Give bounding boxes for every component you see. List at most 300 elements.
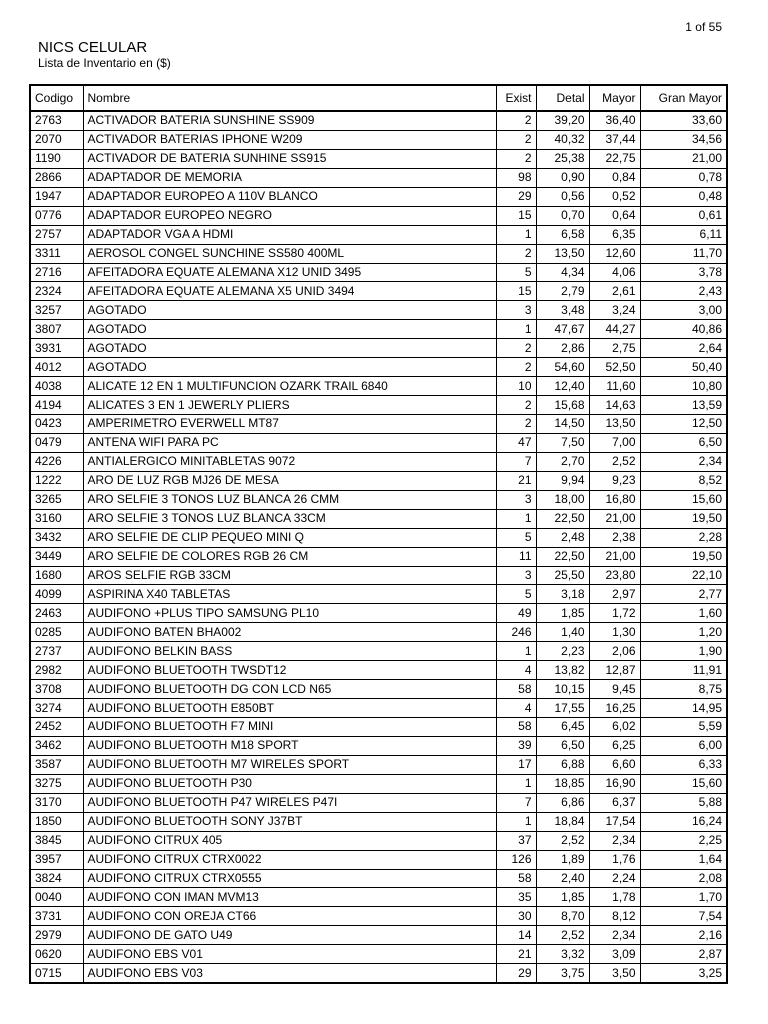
- cell-mayor: 2,34: [589, 831, 640, 850]
- cell-gran-mayor: 19,50: [640, 509, 727, 528]
- table-row: [30, 812, 727, 831]
- cell-nombre: AUDIFONO BLUETOOTH P47 WIRELES P47I: [83, 793, 496, 812]
- cell-gran-mayor: 3,25: [640, 964, 727, 983]
- cell-mayor: 23,80: [589, 566, 640, 585]
- cell-codigo: 2763: [30, 111, 83, 130]
- cell-nombre: ACTIVADOR BATERIAS IPHONE W209: [83, 130, 496, 149]
- cell-gran-mayor: 6,50: [640, 433, 727, 452]
- cell-exist: 2: [496, 396, 536, 415]
- cell-codigo: 2979: [30, 926, 83, 945]
- cell-gran-mayor: 2,77: [640, 585, 727, 604]
- cell-nombre: AUDIFONO BELKIN BASS: [83, 642, 496, 661]
- cell-codigo: 3274: [30, 699, 83, 718]
- cell-gran-mayor: 33,60: [640, 111, 727, 130]
- cell-codigo: 4038: [30, 377, 83, 396]
- cell-exist: 15: [496, 282, 536, 301]
- table-row: [30, 168, 727, 187]
- cell-exist: 246: [496, 623, 536, 642]
- cell-exist: 1: [496, 225, 536, 244]
- cell-detal: 2,52: [536, 831, 589, 850]
- cell-gran-mayor: 11,70: [640, 244, 727, 263]
- cell-nombre: AUDIFONO BLUETOOTH SONY J37BT: [83, 812, 496, 831]
- table-row: [30, 187, 727, 206]
- cell-detal: 9,94: [536, 471, 589, 490]
- cell-codigo: 3275: [30, 774, 83, 793]
- cell-nombre: ACTIVADOR DE BATERIA SUNHINE SS915: [83, 149, 496, 168]
- cell-detal: 3,32: [536, 945, 589, 964]
- table-row: [30, 433, 727, 452]
- cell-codigo: 3449: [30, 547, 83, 566]
- cell-nombre: ANTIALERGICO MINITABLETAS 9072: [83, 452, 496, 471]
- column-header-exist: Exist: [496, 85, 536, 111]
- cell-exist: 39: [496, 736, 536, 755]
- cell-mayor: 21,00: [589, 509, 640, 528]
- cell-nombre: ARO SELFIE 3 TONOS LUZ BLANCA 26 CMM: [83, 490, 496, 509]
- cell-detal: 10,15: [536, 680, 589, 699]
- table-row: [30, 471, 727, 490]
- cell-mayor: 22,75: [589, 149, 640, 168]
- cell-detal: 47,67: [536, 320, 589, 339]
- cell-gran-mayor: 2,34: [640, 452, 727, 471]
- cell-gran-mayor: 5,88: [640, 793, 727, 812]
- cell-exist: 5: [496, 263, 536, 282]
- cell-mayor: 9,23: [589, 471, 640, 490]
- table-header-row: [30, 85, 727, 111]
- cell-detal: 2,23: [536, 642, 589, 661]
- table-row: [30, 831, 727, 850]
- cell-detal: 0,56: [536, 187, 589, 206]
- cell-codigo: 0285: [30, 623, 83, 642]
- cell-mayor: 2,97: [589, 585, 640, 604]
- table-row: [30, 907, 727, 926]
- cell-detal: 4,34: [536, 263, 589, 282]
- cell-detal: 1,40: [536, 623, 589, 642]
- cell-codigo: 1850: [30, 812, 83, 831]
- cell-gran-mayor: 50,40: [640, 358, 727, 377]
- cell-gran-mayor: 3,78: [640, 263, 727, 282]
- cell-exist: 1: [496, 774, 536, 793]
- cell-mayor: 8,12: [589, 907, 640, 926]
- cell-codigo: 4099: [30, 585, 83, 604]
- cell-gran-mayor: 0,48: [640, 187, 727, 206]
- cell-exist: 2: [496, 415, 536, 434]
- cell-mayor: 0,52: [589, 187, 640, 206]
- cell-nombre: AUDIFONO DE GATO U49: [83, 926, 496, 945]
- cell-gran-mayor: 10,80: [640, 377, 727, 396]
- inventory-table: [29, 84, 728, 984]
- cell-detal: 18,00: [536, 490, 589, 509]
- cell-codigo: 2324: [30, 282, 83, 301]
- cell-nombre: AUDIFONO +PLUS TIPO SAMSUNG PL10: [83, 604, 496, 623]
- table-row: [30, 263, 727, 282]
- cell-exist: 10: [496, 377, 536, 396]
- cell-nombre: AEROSOL CONGEL SUNCHINE SS580 400ML: [83, 244, 496, 263]
- cell-gran-mayor: 2,16: [640, 926, 727, 945]
- cell-gran-mayor: 2,87: [640, 945, 727, 964]
- cell-detal: 6,45: [536, 718, 589, 737]
- cell-nombre: AMPERIMETRO EVERWELL MT87: [83, 415, 496, 434]
- cell-exist: 2: [496, 130, 536, 149]
- cell-nombre: AUDIFONO BLUETOOTH M7 WIRELES SPORT: [83, 755, 496, 774]
- cell-codigo: 2982: [30, 661, 83, 680]
- cell-nombre: AUDIFONO CITRUX CTRX0022: [83, 850, 496, 869]
- cell-detal: 22,50: [536, 547, 589, 566]
- cell-codigo: 4012: [30, 358, 83, 377]
- cell-exist: 29: [496, 187, 536, 206]
- cell-nombre: ACTIVADOR BATERIA SUNSHINE SS909: [83, 111, 496, 130]
- table-row: [30, 604, 727, 623]
- cell-codigo: 0715: [30, 964, 83, 983]
- cell-mayor: 3,09: [589, 945, 640, 964]
- cell-detal: 2,79: [536, 282, 589, 301]
- cell-mayor: 3,50: [589, 964, 640, 983]
- company-title: NICS CELULAR: [38, 39, 148, 56]
- cell-gran-mayor: 1,90: [640, 642, 727, 661]
- cell-exist: 7: [496, 793, 536, 812]
- cell-gran-mayor: 15,60: [640, 490, 727, 509]
- cell-detal: 2,40: [536, 869, 589, 888]
- cell-nombre: AUDIFONO EBS V03: [83, 964, 496, 983]
- cell-detal: 1,89: [536, 850, 589, 869]
- table-row: [30, 111, 727, 130]
- cell-exist: 1: [496, 812, 536, 831]
- cell-exist: 5: [496, 585, 536, 604]
- cell-exist: 4: [496, 699, 536, 718]
- cell-exist: 1: [496, 509, 536, 528]
- cell-codigo: 3824: [30, 869, 83, 888]
- cell-nombre: ASPIRINA X40 TABLETAS: [83, 585, 496, 604]
- cell-exist: 35: [496, 888, 536, 907]
- cell-codigo: 0423: [30, 415, 83, 434]
- cell-detal: 13,50: [536, 244, 589, 263]
- cell-gran-mayor: 2,25: [640, 831, 727, 850]
- cell-codigo: 3311: [30, 244, 83, 263]
- cell-gran-mayor: 2,08: [640, 869, 727, 888]
- cell-codigo: 3257: [30, 301, 83, 320]
- cell-codigo: 1947: [30, 187, 83, 206]
- cell-detal: 3,18: [536, 585, 589, 604]
- cell-detal: 12,40: [536, 377, 589, 396]
- cell-gran-mayor: 2,43: [640, 282, 727, 301]
- cell-nombre: AGOTADO: [83, 301, 496, 320]
- cell-codigo: 2452: [30, 718, 83, 737]
- cell-gran-mayor: 40,86: [640, 320, 727, 339]
- cell-detal: 18,85: [536, 774, 589, 793]
- table-row: [30, 320, 727, 339]
- cell-exist: 30: [496, 907, 536, 926]
- cell-codigo: 3957: [30, 850, 83, 869]
- cell-nombre: AUDIFONO CON IMAN MVM13: [83, 888, 496, 907]
- cell-exist: 5: [496, 528, 536, 547]
- cell-detal: 17,55: [536, 699, 589, 718]
- cell-detal: 6,50: [536, 736, 589, 755]
- inventory-table-body: [30, 111, 727, 983]
- cell-exist: 4: [496, 661, 536, 680]
- column-header-gran-mayor: Gran Mayor: [640, 85, 727, 111]
- table-row: [30, 206, 727, 225]
- cell-mayor: 2,34: [589, 926, 640, 945]
- table-row: [30, 377, 727, 396]
- cell-exist: 1: [496, 320, 536, 339]
- cell-mayor: 2,52: [589, 452, 640, 471]
- cell-gran-mayor: 7,54: [640, 907, 727, 926]
- cell-codigo: 0776: [30, 206, 83, 225]
- cell-nombre: AGOTADO: [83, 358, 496, 377]
- cell-mayor: 12,60: [589, 244, 640, 263]
- cell-detal: 54,60: [536, 358, 589, 377]
- cell-detal: 0,90: [536, 168, 589, 187]
- table-row: [30, 396, 727, 415]
- table-row: [30, 585, 727, 604]
- cell-nombre: ADAPTADOR EUROPEO NEGRO: [83, 206, 496, 225]
- cell-detal: 0,70: [536, 206, 589, 225]
- cell-gran-mayor: 5,59: [640, 718, 727, 737]
- cell-detal: 14,50: [536, 415, 589, 434]
- cell-gran-mayor: 15,60: [640, 774, 727, 793]
- cell-exist: 47: [496, 433, 536, 452]
- cell-exist: 1: [496, 642, 536, 661]
- cell-gran-mayor: 11,91: [640, 661, 727, 680]
- cell-mayor: 6,25: [589, 736, 640, 755]
- cell-nombre: AUDIFONO CITRUX CTRX0555: [83, 869, 496, 888]
- cell-detal: 22,50: [536, 509, 589, 528]
- cell-exist: 49: [496, 604, 536, 623]
- cell-detal: 40,32: [536, 130, 589, 149]
- cell-mayor: 9,45: [589, 680, 640, 699]
- cell-mayor: 0,84: [589, 168, 640, 187]
- cell-mayor: 12,87: [589, 661, 640, 680]
- cell-gran-mayor: 0,78: [640, 168, 727, 187]
- cell-mayor: 6,02: [589, 718, 640, 737]
- cell-codigo: 0620: [30, 945, 83, 964]
- cell-exist: 58: [496, 869, 536, 888]
- table-row: [30, 774, 727, 793]
- cell-mayor: 4,06: [589, 263, 640, 282]
- cell-gran-mayor: 3,00: [640, 301, 727, 320]
- cell-nombre: AUDIFONO BLUETOOTH DG CON LCD N65: [83, 680, 496, 699]
- cell-codigo: 3845: [30, 831, 83, 850]
- table-row: [30, 661, 727, 680]
- cell-gran-mayor: 13,59: [640, 396, 727, 415]
- cell-detal: 8,70: [536, 907, 589, 926]
- cell-codigo: 3731: [30, 907, 83, 926]
- report-subtitle: Lista de Inventario en ($): [38, 56, 171, 70]
- cell-mayor: 2,06: [589, 642, 640, 661]
- cell-codigo: 4194: [30, 396, 83, 415]
- cell-codigo: 2757: [30, 225, 83, 244]
- cell-nombre: AUDIFONO BATEN BHA002: [83, 623, 496, 642]
- cell-codigo: 2737: [30, 642, 83, 661]
- cell-mayor: 1,76: [589, 850, 640, 869]
- cell-mayor: 0,64: [589, 206, 640, 225]
- cell-codigo: 3708: [30, 680, 83, 699]
- cell-exist: 126: [496, 850, 536, 869]
- cell-exist: 2: [496, 244, 536, 263]
- cell-exist: 98: [496, 168, 536, 187]
- cell-exist: 2: [496, 149, 536, 168]
- cell-gran-mayor: 1,70: [640, 888, 727, 907]
- cell-nombre: AUDIFONO CITRUX 405: [83, 831, 496, 850]
- cell-mayor: 6,35: [589, 225, 640, 244]
- cell-nombre: AROS SELFIE RGB 33CM: [83, 566, 496, 585]
- cell-gran-mayor: 19,50: [640, 547, 727, 566]
- cell-codigo: 2866: [30, 168, 83, 187]
- cell-codigo: 2070: [30, 130, 83, 149]
- table-row: [30, 225, 727, 244]
- cell-mayor: 2,75: [589, 339, 640, 358]
- cell-exist: 7: [496, 452, 536, 471]
- table-row: [30, 358, 727, 377]
- cell-codigo: 1190: [30, 149, 83, 168]
- cell-detal: 3,48: [536, 301, 589, 320]
- cell-detal: 2,70: [536, 452, 589, 471]
- cell-mayor: 11,60: [589, 377, 640, 396]
- table-row: [30, 623, 727, 642]
- cell-gran-mayor: 6,11: [640, 225, 727, 244]
- cell-mayor: 37,44: [589, 130, 640, 149]
- table-row: [30, 888, 727, 907]
- cell-codigo: 2716: [30, 263, 83, 282]
- cell-codigo: 1222: [30, 471, 83, 490]
- cell-mayor: 16,90: [589, 774, 640, 793]
- cell-exist: 2: [496, 339, 536, 358]
- cell-gran-mayor: 16,24: [640, 812, 727, 831]
- table-row: [30, 736, 727, 755]
- cell-nombre: AUDIFONO BLUETOOTH F7 MINI: [83, 718, 496, 737]
- cell-mayor: 2,24: [589, 869, 640, 888]
- table-row: [30, 452, 727, 471]
- cell-mayor: 6,37: [589, 793, 640, 812]
- cell-gran-mayor: 8,75: [640, 680, 727, 699]
- cell-gran-mayor: 1,60: [640, 604, 727, 623]
- cell-mayor: 36,40: [589, 111, 640, 130]
- cell-gran-mayor: 0,61: [640, 206, 727, 225]
- cell-exist: 21: [496, 471, 536, 490]
- table-row: [30, 964, 727, 983]
- cell-detal: 6,88: [536, 755, 589, 774]
- cell-nombre: AUDIFONO BLUETOOTH P30: [83, 774, 496, 793]
- cell-detal: 6,86: [536, 793, 589, 812]
- cell-exist: 17: [496, 755, 536, 774]
- table-row: [30, 282, 727, 301]
- table-row: [30, 339, 727, 358]
- cell-exist: 3: [496, 301, 536, 320]
- cell-exist: 58: [496, 718, 536, 737]
- cell-codigo: 3462: [30, 736, 83, 755]
- cell-nombre: ALICATE 12 EN 1 MULTIFUNCION OZARK TRAIL 6840: [83, 377, 496, 396]
- cell-mayor: 3,24: [589, 301, 640, 320]
- cell-detal: 25,38: [536, 149, 589, 168]
- column-header-codigo: Codigo: [30, 85, 83, 111]
- page-indicator: 1 of 55: [685, 20, 722, 34]
- table-row: [30, 244, 727, 263]
- cell-mayor: 1,72: [589, 604, 640, 623]
- cell-gran-mayor: 12,50: [640, 415, 727, 434]
- cell-nombre: ANTENA WIFI PARA PC: [83, 433, 496, 452]
- cell-nombre: AGOTADO: [83, 339, 496, 358]
- cell-mayor: 52,50: [589, 358, 640, 377]
- cell-mayor: 44,27: [589, 320, 640, 339]
- cell-nombre: AUDIFONO EBS V01: [83, 945, 496, 964]
- cell-nombre: AUDIFONO BLUETOOTH E850BT: [83, 699, 496, 718]
- table-row: [30, 566, 727, 585]
- column-header-nombre: Nombre: [83, 85, 496, 111]
- cell-gran-mayor: 14,95: [640, 699, 727, 718]
- cell-codigo: 3807: [30, 320, 83, 339]
- cell-detal: 6,58: [536, 225, 589, 244]
- cell-codigo: 3587: [30, 755, 83, 774]
- column-header-mayor: Mayor: [589, 85, 640, 111]
- cell-mayor: 21,00: [589, 547, 640, 566]
- cell-mayor: 16,80: [589, 490, 640, 509]
- cell-gran-mayor: 1,20: [640, 623, 727, 642]
- cell-mayor: 1,78: [589, 888, 640, 907]
- cell-codigo: 1680: [30, 566, 83, 585]
- cell-detal: 39,20: [536, 111, 589, 130]
- cell-nombre: ARO SELFIE 3 TONOS LUZ BLANCA 33CM: [83, 509, 496, 528]
- cell-exist: 58: [496, 680, 536, 699]
- cell-detal: 13,82: [536, 661, 589, 680]
- table-row: [30, 755, 727, 774]
- cell-exist: 37: [496, 831, 536, 850]
- cell-exist: 2: [496, 358, 536, 377]
- cell-codigo: 4226: [30, 452, 83, 471]
- cell-nombre: ADAPTADOR DE MEMORIA: [83, 168, 496, 187]
- cell-nombre: AFEITADORA EQUATE ALEMANA X5 UNID 3494: [83, 282, 496, 301]
- cell-mayor: 13,50: [589, 415, 640, 434]
- cell-exist: 29: [496, 964, 536, 983]
- cell-exist: 3: [496, 490, 536, 509]
- table-row: [30, 680, 727, 699]
- cell-nombre: ARO SELFIE DE COLORES RGB 26 CM: [83, 547, 496, 566]
- table-row: [30, 415, 727, 434]
- cell-exist: 15: [496, 206, 536, 225]
- table-row: [30, 149, 727, 168]
- cell-nombre: AGOTADO: [83, 320, 496, 339]
- cell-gran-mayor: 2,28: [640, 528, 727, 547]
- cell-nombre: ARO SELFIE DE CLIP PEQUEO MINI Q: [83, 528, 496, 547]
- cell-gran-mayor: 21,00: [640, 149, 727, 168]
- cell-exist: 11: [496, 547, 536, 566]
- cell-mayor: 2,38: [589, 528, 640, 547]
- cell-gran-mayor: 6,33: [640, 755, 727, 774]
- cell-codigo: 3931: [30, 339, 83, 358]
- table-row: [30, 509, 727, 528]
- cell-mayor: 2,61: [589, 282, 640, 301]
- table-row: [30, 528, 727, 547]
- column-header-detal: Detal: [536, 85, 589, 111]
- cell-detal: 25,50: [536, 566, 589, 585]
- table-row: [30, 869, 727, 888]
- table-row: [30, 793, 727, 812]
- cell-mayor: 6,60: [589, 755, 640, 774]
- cell-mayor: 1,30: [589, 623, 640, 642]
- table-row: [30, 945, 727, 964]
- cell-gran-mayor: 22,10: [640, 566, 727, 585]
- cell-gran-mayor: 1,64: [640, 850, 727, 869]
- cell-detal: 2,48: [536, 528, 589, 547]
- cell-detal: 3,75: [536, 964, 589, 983]
- cell-detal: 2,86: [536, 339, 589, 358]
- cell-detal: 1,85: [536, 888, 589, 907]
- cell-codigo: 3265: [30, 490, 83, 509]
- cell-nombre: AUDIFONO BLUETOOTH TWSDT12: [83, 661, 496, 680]
- cell-detal: 1,85: [536, 604, 589, 623]
- cell-nombre: ARO DE LUZ RGB MJ26 DE MESA: [83, 471, 496, 490]
- table-row: [30, 301, 727, 320]
- cell-codigo: 2463: [30, 604, 83, 623]
- cell-nombre: ALICATES 3 EN 1 JEWERLY PLIERS: [83, 396, 496, 415]
